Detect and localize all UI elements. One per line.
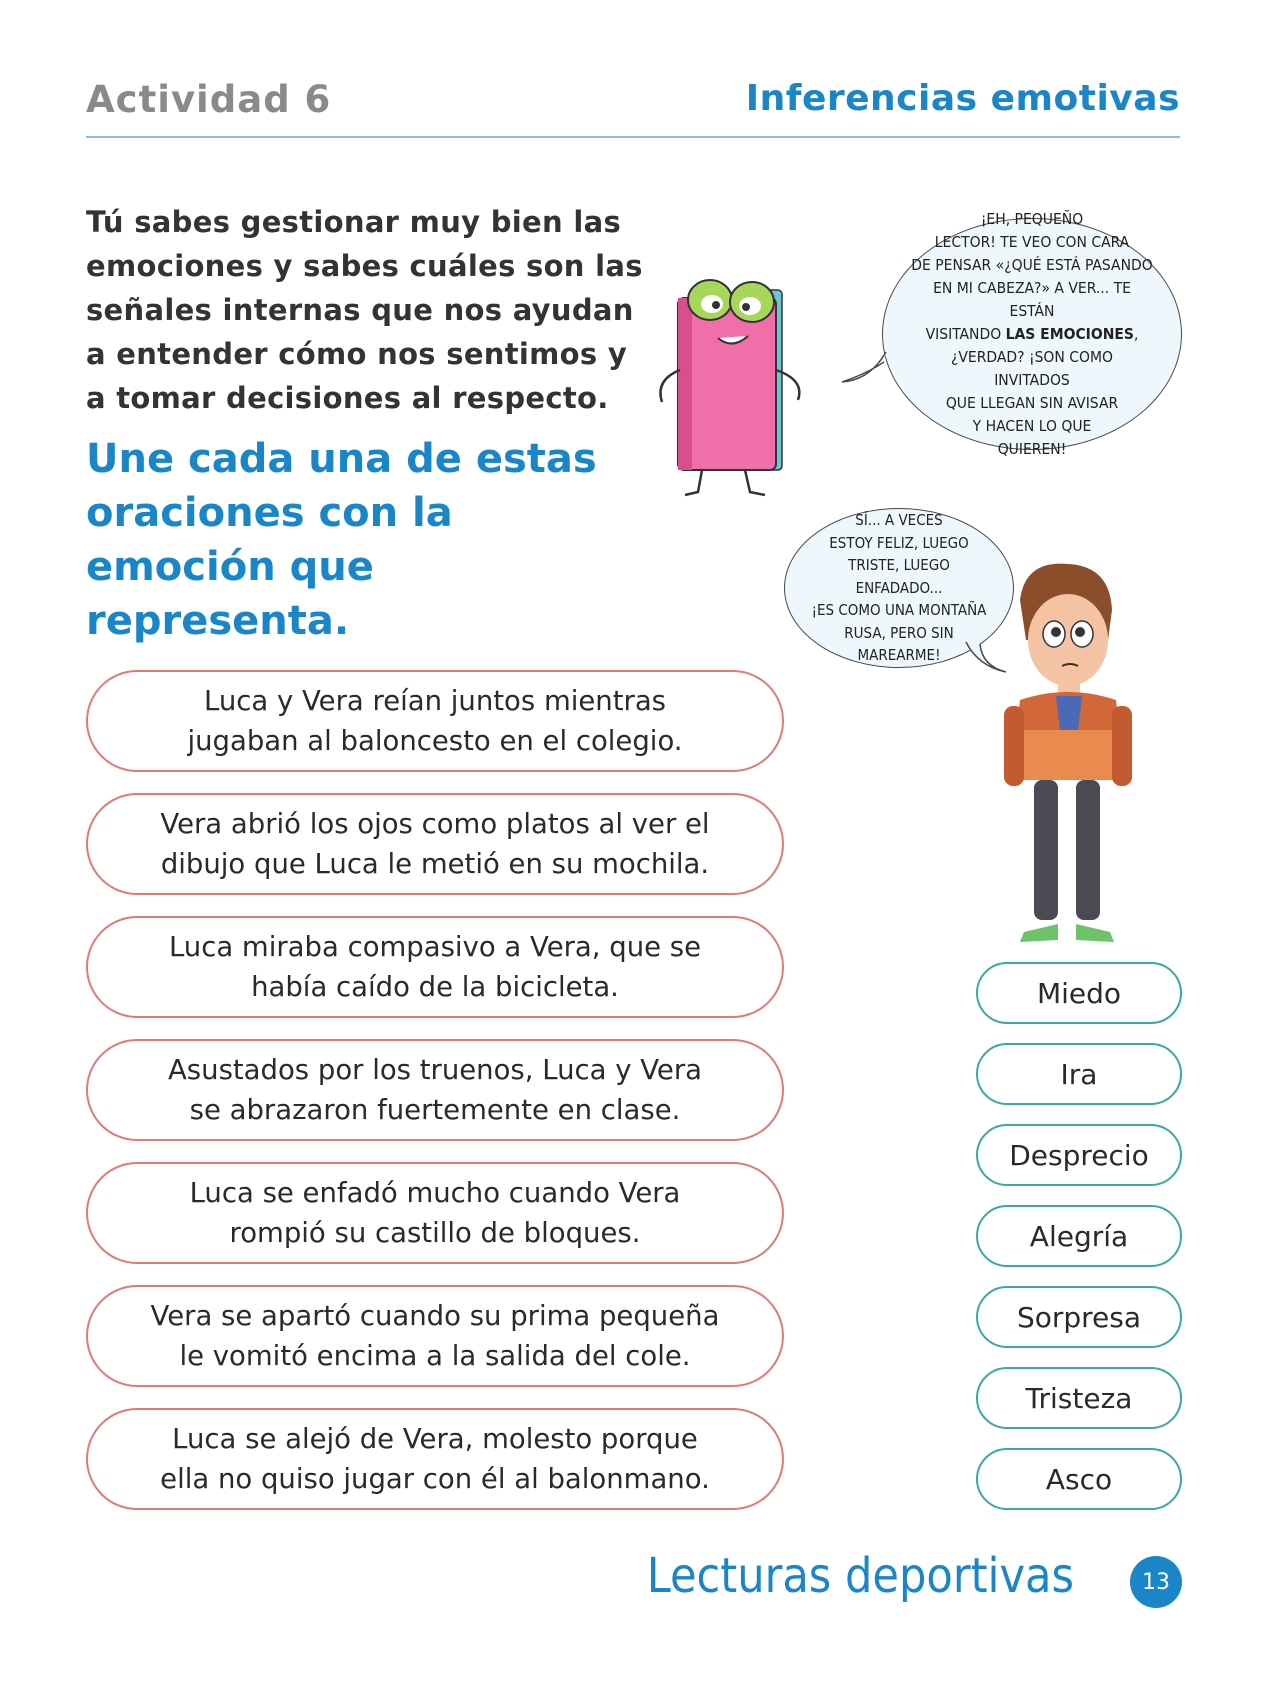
activity-label: Actividad 6 [86,78,332,121]
emotion-miedo[interactable]: Miedo [976,962,1182,1024]
sentence-2-text: Vera abrió los ojos como platos al ver el dibujo que Luca le metió en su mochila. [160,808,710,880]
boy-bubble-text: SÍ... A VECES ESTOY FELIZ, LUEGO TRISTE, LUEGO ENFADADO... ¡ES COMO UNA MONTAÑA RUSA, PERO SIN MAREARME! [811,511,987,665]
sentence-2[interactable] [86,793,784,895]
emotion-alegria[interactable]: Alegría [976,1205,1182,1267]
instruction-text: Une cada una de estas oraciones con la emoción que representa. [86,436,597,644]
emotion-ira[interactable]: Ira [976,1043,1182,1105]
sentence-4[interactable] [86,1039,784,1141]
sentence-4-text: Asustados por los truenos, Luca y Vera se abrazaron fuertemente en clase. [168,1054,702,1126]
book-speech-bubble [882,209,1182,458]
emotion-desprecio[interactable]: Desprecio [976,1124,1182,1186]
intro-text: Tú sabes gestionar muy bien las emociones y sabes cuáles son las señales internas que nos ayudan a entender cómo nos sentimos y a tomar decisiones al respecto. [86,205,643,415]
sentence-3-text: Luca miraba compasivo a Vera, que se había caído de la bicicleta. [168,931,702,1003]
section-title: Inferencias emotivas [745,78,1180,119]
sentence-3[interactable] [86,916,784,1018]
sentence-5-text: Luca se enfadó mucho cuando Vera rompió su castillo de bloques. [189,1177,681,1249]
emotion-sorpresa[interactable]: Sorpresa [976,1286,1182,1348]
book-bubble-tail [840,350,890,390]
book-bubble-text-end: , ¿VERDAD? ¡SON COMO INVITADOS QUE LLEGAN SIN AVISAR Y HACEN LO QUE QUIEREN! [945,324,1139,458]
sentence-5[interactable] [86,1162,784,1264]
emotion-tristeza[interactable]: Tristeza [976,1367,1182,1429]
page-number: 13 [1130,1556,1182,1608]
sentence-7-text: Luca se alejó de Vera, molesto porque ella no quiso jugar con él al balonmano. [160,1423,710,1495]
emotion-asco[interactable]: Asco [976,1448,1182,1510]
sentence-6-text: Vera se apartó cuando su prima pequeña le vomitó encima a la salida del cole. [150,1300,720,1372]
sentence-6[interactable] [86,1285,784,1387]
sentence-1-text: Luca y Vera reían juntos mientras jugaban al baloncesto en el colegio. [187,685,683,757]
book-bubble-emphasis: LAS EMOCIONES [1005,324,1134,343]
book-bubble-text-start: ¡EH, PEQUEÑO LECTOR! TE VEO CON CARA DE PENSAR «¿QUÉ ESTÁ PASANDO EN MI CABEZA?» A VER... TE ESTÁN VISITANDO [911,209,1153,343]
header-divider [86,136,1180,138]
sentence-7[interactable] [86,1408,784,1510]
boy-character-illustration [990,560,1140,960]
footer-book-title: Lecturas deportivas [646,1548,1074,1604]
book-character-illustration [640,270,840,500]
sentence-1[interactable] [86,670,784,772]
